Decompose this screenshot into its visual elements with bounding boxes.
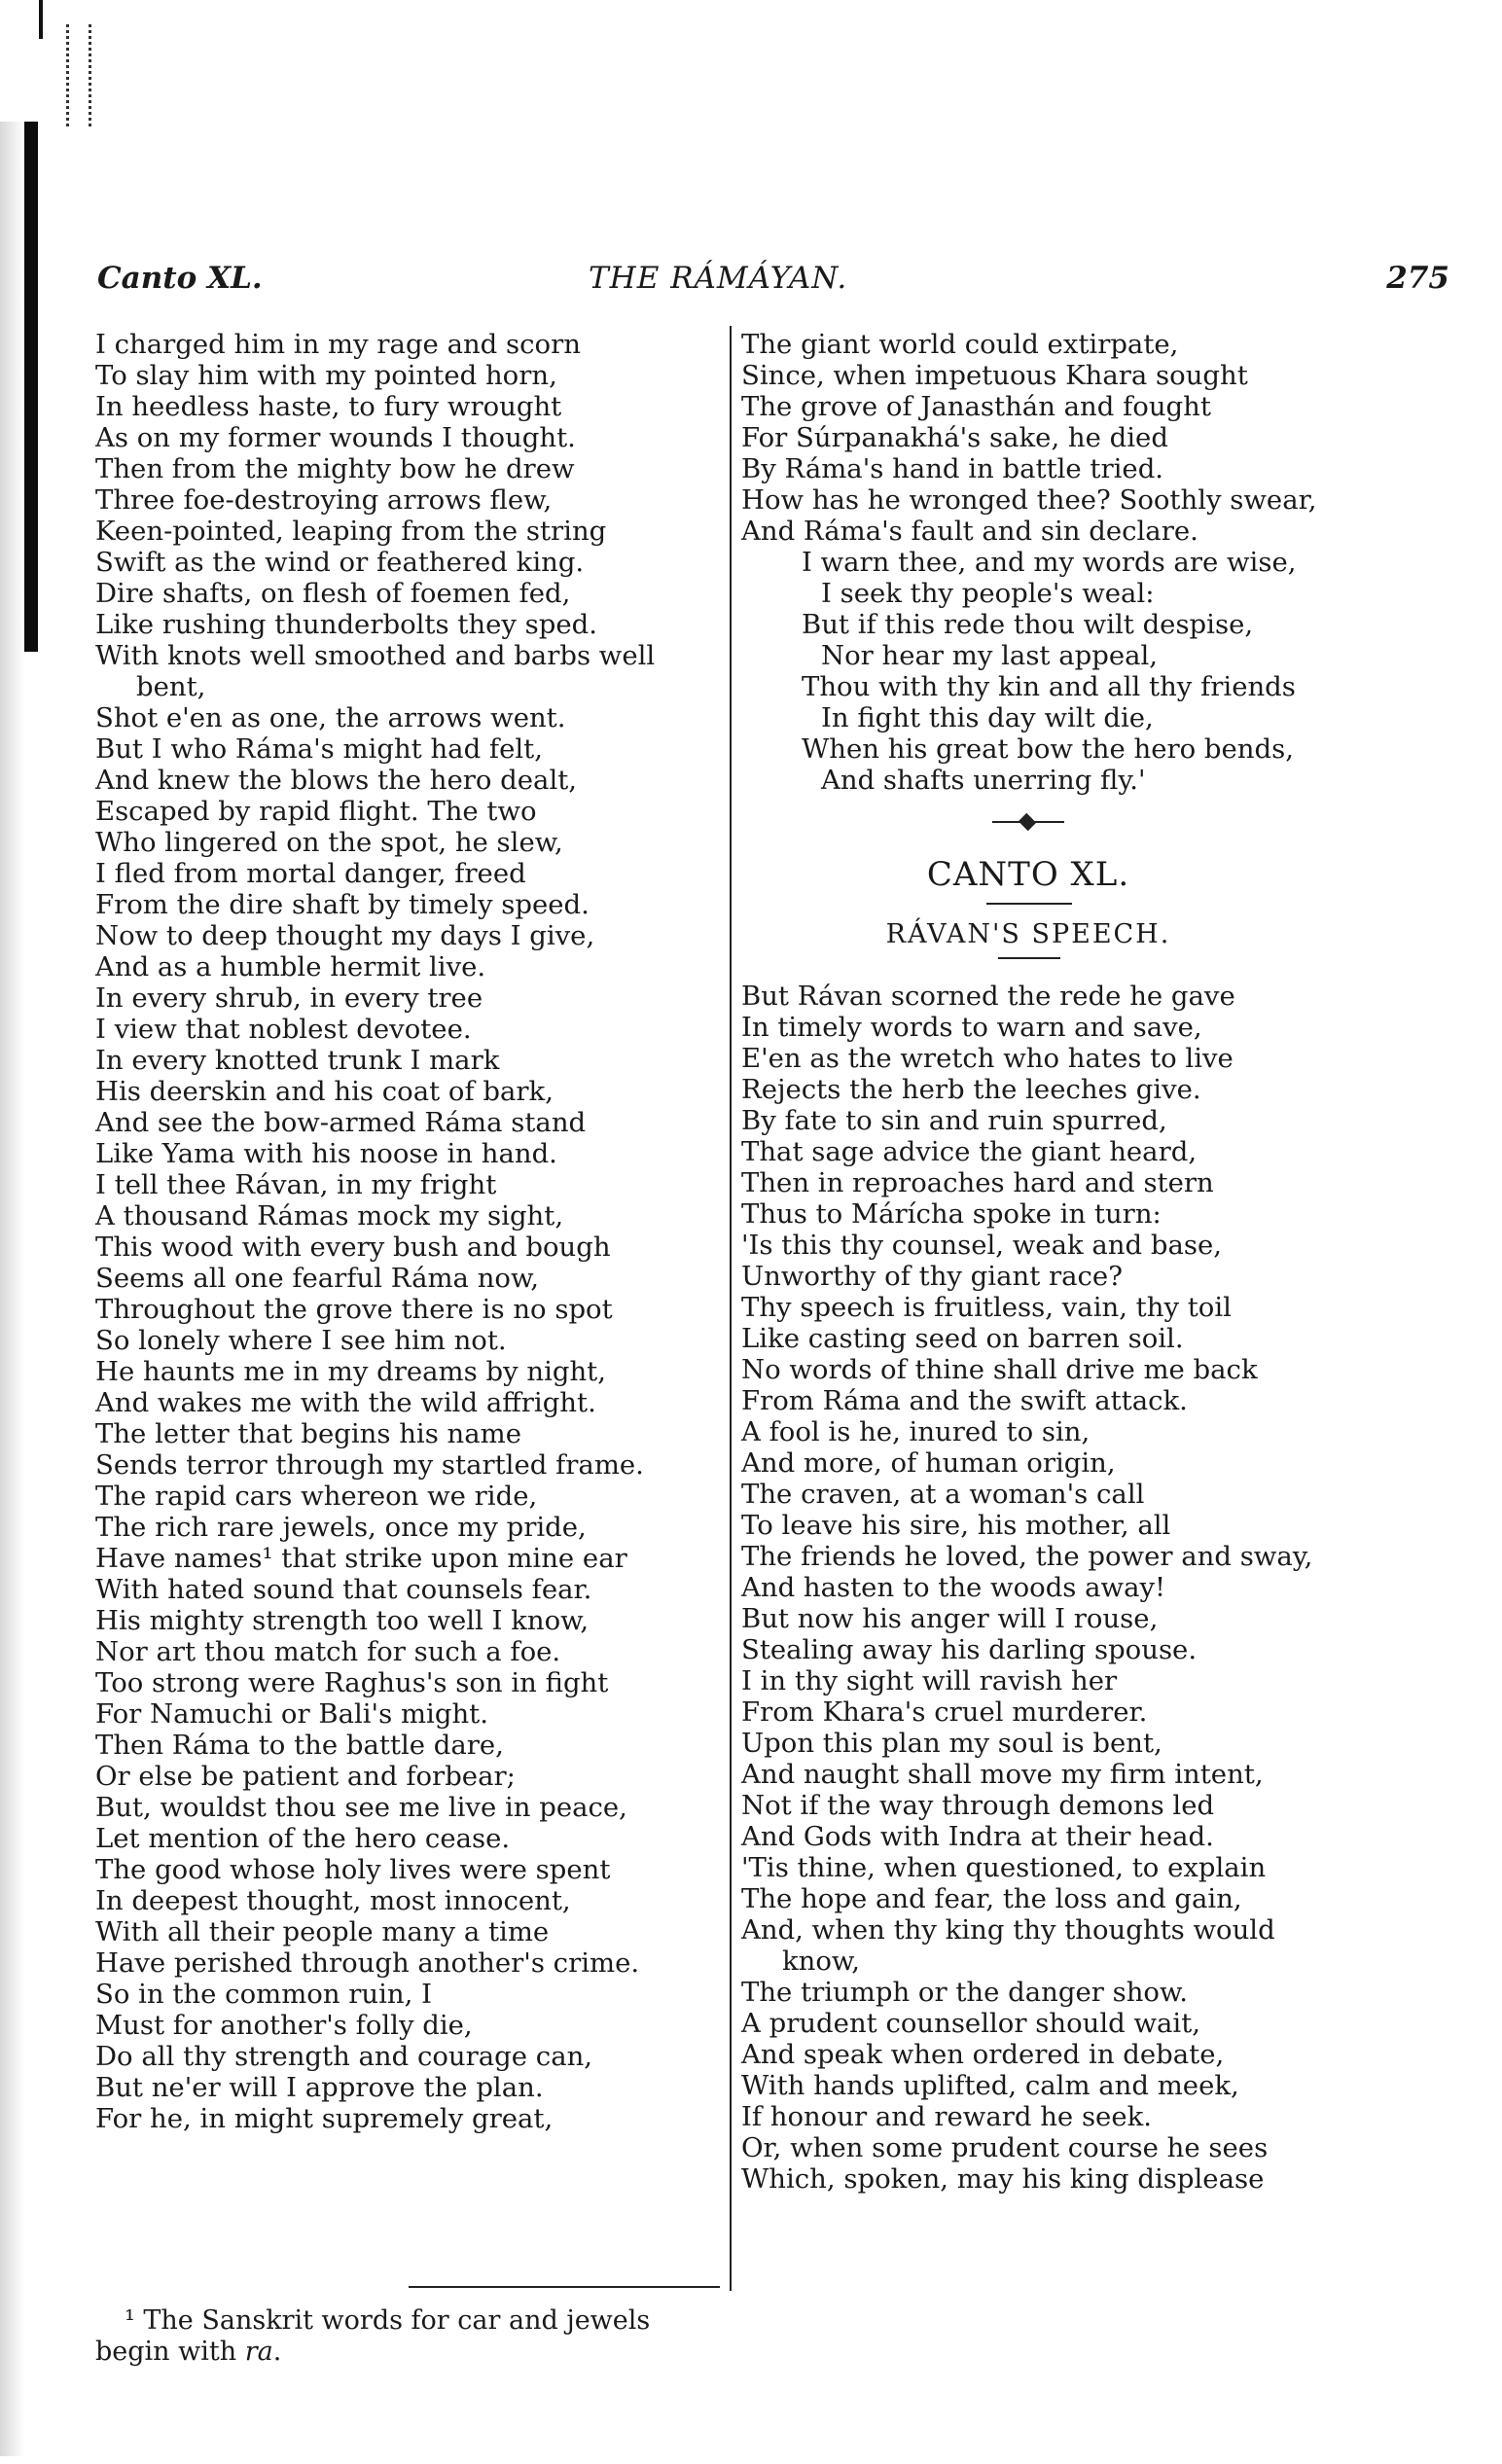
verse-line: No words of thine shall drive me back xyxy=(741,1354,1258,1385)
verse-line: His deerskin and his coat of bark, xyxy=(95,1076,554,1107)
column-divider xyxy=(730,326,732,2291)
verse-line: The triumph or the danger show. xyxy=(741,1977,1189,2008)
verse-line: But I who Ráma's might had felt, xyxy=(95,733,543,765)
verse-line: And Gods with Indra at their head. xyxy=(741,1821,1214,1852)
verse-line: I warn thee, and my words are wise, xyxy=(802,547,1297,578)
verse-line: Escaped by rapid flight. The two xyxy=(95,796,537,827)
verse-line: E'en as the wretch who hates to live xyxy=(741,1043,1234,1074)
verse-line: I in thy sight will ravish her xyxy=(741,1665,1118,1696)
verse-line: Since, when impetuous Khara sought xyxy=(741,360,1248,391)
verse-line: In deepest thought, most innocent, xyxy=(95,1885,571,1916)
verse-line: Or else be patient and forbear; xyxy=(95,1761,516,1792)
running-header xyxy=(97,261,1449,309)
verse-line: And wakes me with the wild affright. xyxy=(95,1387,596,1418)
footnote-line-1: ¹ The Sanskrit words for car and jewels xyxy=(125,2305,651,2336)
verse-line: Who lingered on the spot, he slew, xyxy=(95,827,563,858)
verse-line: And naught shall move my firm intent, xyxy=(741,1759,1264,1790)
verse-line: The friends he loved, the power and sway, xyxy=(741,1541,1313,1572)
footnote-line-2 xyxy=(95,2337,281,2367)
verse-line: I seek thy people's weal: xyxy=(821,578,1155,609)
verse-line: A fool is he, inured to sin, xyxy=(741,1416,1091,1447)
verse-line: Nor hear my last appeal, xyxy=(821,640,1159,671)
verse-line: And see the bow-armed Ráma stand xyxy=(95,1107,587,1138)
verse-line: From the dire shaft by timely speed. xyxy=(95,889,590,920)
header-title: THE RÁMÁYAN. xyxy=(589,261,848,296)
verse-line: But if this rede thou wilt despise, xyxy=(802,609,1254,640)
verse-line: Must for another's folly die, xyxy=(95,2010,473,2041)
verse-line: To slay him with my pointed horn, xyxy=(95,360,557,391)
section-ornament xyxy=(741,805,1383,844)
verse-line: From Khara's cruel murderer. xyxy=(741,1696,1148,1728)
verse-line: The rich rare jewels, once my pride, xyxy=(95,1512,587,1543)
verse-line: Thou with thy kin and all thy friends xyxy=(802,671,1296,702)
verse-line: Like rushing thunderbolts they sped. xyxy=(95,609,597,640)
verse-line: But now his anger will I rouse, xyxy=(741,1603,1159,1634)
verse-line: With knots well smoothed and barbs well xyxy=(95,640,656,671)
verse-line: In every knotted trunk I mark xyxy=(95,1045,500,1076)
verse-line: The letter that begins his name xyxy=(95,1418,522,1449)
verse-line: The grove of Janasthán and fought xyxy=(741,391,1211,422)
verse-line: Like casting seed on barren soil. xyxy=(741,1323,1184,1354)
left-column xyxy=(95,329,718,2134)
verse-line: Then in reproaches hard and stern xyxy=(741,1167,1214,1198)
verse-line: I fled from mortal danger, freed xyxy=(95,858,526,889)
verse-line: The hope and fear, the loss and gain, xyxy=(741,1883,1242,1914)
verse-line: know, xyxy=(782,1946,860,1977)
verse-line: A thousand Rámas mock my sight, xyxy=(95,1200,564,1232)
verse-line: In heedless haste, to fury wrought xyxy=(95,391,562,422)
verse-line: With all their people many a time xyxy=(95,1916,550,1947)
verse-line: I view that noblest devotee. xyxy=(95,1014,472,1045)
verse-line: And hasten to the woods away! xyxy=(741,1572,1166,1603)
right-column xyxy=(741,329,1383,2195)
verse-line: The rapid cars whereon we ride, xyxy=(95,1481,538,1512)
verse-line: From Ráma and the swift attack. xyxy=(741,1385,1188,1416)
verse-line: With hated sound that counsels fear. xyxy=(95,1574,592,1605)
verse-line: Then from the mighty bow he drew xyxy=(95,453,575,484)
verse-line: And, when thy king thy thoughts would xyxy=(741,1914,1275,1946)
verse-line: 'Tis thine, when questioned, to explain xyxy=(741,1852,1267,1883)
verse-line: For Súrpanakhá's sake, he died xyxy=(741,422,1168,453)
verse-line: Throughout the grove there is no spot xyxy=(95,1294,613,1325)
verse-line: bent, xyxy=(136,671,206,702)
verse-line: Not if the way through demons led xyxy=(741,1790,1215,1821)
verse-line: Stealing away his darling spouse. xyxy=(741,1634,1198,1665)
verse-line: And knew the blows the hero dealt, xyxy=(95,765,578,796)
verse-line: But, wouldst thou see me live in peace, xyxy=(95,1792,627,1823)
verse-line: The giant world could extirpate, xyxy=(741,329,1179,360)
verse-line: Have names¹ that strike upon mine ear xyxy=(95,1543,627,1574)
footnote-line-2-suffix: . xyxy=(272,2337,282,2367)
header-canto: Canto XL. xyxy=(97,261,263,296)
verse-line: With hands uplifted, calm and meek, xyxy=(741,2070,1239,2101)
verse-line: But ne'er will I approve the plan. xyxy=(95,2072,544,2103)
verse-line: For he, in might supremely great, xyxy=(95,2103,554,2134)
verse-line: I tell thee Rávan, in my fright xyxy=(95,1169,497,1200)
verse-line: In timely words to warn and save, xyxy=(741,1012,1202,1043)
verse-line: But Rávan scorned the rede he gave xyxy=(741,981,1235,1012)
verse-line: As on my former wounds I thought. xyxy=(95,422,576,453)
verse-line: If honour and reward he seek. xyxy=(741,2101,1153,2132)
verse-line: His mighty strength too well I know, xyxy=(95,1605,590,1636)
verse-line: How has he wronged thee? Soothly swear, xyxy=(741,484,1317,516)
subheading-rule xyxy=(998,957,1060,959)
canto-heading: CANTO XL. xyxy=(926,855,1130,894)
verse-line: Sends terror through my startled frame. xyxy=(95,1449,644,1481)
verse-line: Have perished through another's crime. xyxy=(95,1947,640,1979)
verse-line: And more, of human origin, xyxy=(741,1447,1116,1479)
verse-line: Shot e'en as one, the arrows went. xyxy=(95,702,566,733)
verse-line: So lonely where I see him not. xyxy=(95,1325,507,1356)
verse-line: Dire shafts, on flesh of foemen fed, xyxy=(95,578,571,609)
page-number: 275 xyxy=(1386,261,1449,296)
right-bottom-verses xyxy=(741,981,1383,2195)
verse-line: Too strong were Raghus's son in fight xyxy=(95,1667,609,1698)
verse-line: Then Ráma to the battle dare, xyxy=(95,1730,504,1761)
verse-line: Thus to Márícha spoke in turn: xyxy=(741,1198,1162,1230)
heading-rule xyxy=(986,903,1072,905)
verse-line: And Ráma's fault and sin declare. xyxy=(741,516,1198,547)
verse-line: He haunts me in my dreams by night, xyxy=(95,1356,606,1387)
binding-shadow xyxy=(0,122,24,2456)
verse-line: Thy speech is fruitless, vain, thy toil xyxy=(741,1292,1232,1323)
verse-line: Rejects the herb the leeches give. xyxy=(741,1074,1201,1105)
verse-line: In every shrub, in every tree xyxy=(95,982,483,1014)
verse-line: Unworthy of thy giant race? xyxy=(741,1261,1123,1292)
verse-line: Upon this plan my soul is bent, xyxy=(741,1728,1162,1759)
verse-line: Keen-pointed, leaping from the string xyxy=(95,516,607,547)
verse-line: Three foe-destroying arrows flew, xyxy=(95,484,553,516)
verse-line: Now to deep thought my days I give, xyxy=(95,920,595,951)
verse-line: By fate to sin and ruin spurred, xyxy=(741,1105,1167,1136)
verse-line: 'Is this thy counsel, weak and base, xyxy=(741,1230,1222,1261)
verse-line: Or, when some prudent course he sees xyxy=(741,2132,1269,2163)
verse-line: Swift as the wind or feathered king. xyxy=(95,547,585,578)
verse-line: The craven, at a woman's call xyxy=(741,1479,1145,1510)
verse-line: By Ráma's hand in battle tried. xyxy=(741,453,1164,484)
verse-line: In fight this day wilt die, xyxy=(821,702,1154,733)
verse-line: The good whose holy lives were spent xyxy=(95,1854,611,1885)
verse-line: Like Yama with his noose in hand. xyxy=(95,1138,557,1169)
verse-line: When his great bow the hero bends, xyxy=(802,733,1294,765)
footnote xyxy=(95,2305,718,2368)
footnote-rule xyxy=(409,2286,720,2288)
verse-line: That sage advice the giant heard, xyxy=(741,1136,1198,1167)
verse-line: Nor art thou match for such a foe. xyxy=(95,1636,561,1667)
verse-line: To leave his sire, his mother, all xyxy=(741,1510,1171,1541)
binding-bar xyxy=(24,122,38,652)
verse-line: A prudent counsellor should wait, xyxy=(741,2008,1200,2039)
edge-ornament xyxy=(66,24,91,126)
verse-line: And as a humble hermit live. xyxy=(95,951,486,982)
footnote-italic: ra xyxy=(244,2337,273,2367)
canto-subheading: RÁVAN'S SPEECH. xyxy=(885,919,1171,949)
verse-line: I charged him in my rage and scorn xyxy=(95,329,581,360)
verse-line: Seems all one fearful Ráma now, xyxy=(95,1263,539,1294)
footnote-line-2-prefix: begin with xyxy=(95,2337,245,2367)
edge-mark xyxy=(39,0,43,39)
verse-line: For Namuchi or Bali's might. xyxy=(95,1698,488,1730)
verse-line: Do all thy strength and courage can, xyxy=(95,2041,593,2072)
verse-line: So in the common ruin, I xyxy=(95,1979,432,2010)
verse-line: Which, spoken, may his king displease xyxy=(741,2163,1265,2195)
verse-line: And speak when ordered in debate, xyxy=(741,2039,1225,2070)
verse-line: This wood with every bush and bough xyxy=(95,1232,611,1263)
verse-line: Let mention of the hero cease. xyxy=(95,1823,511,1854)
right-top-verses xyxy=(741,329,1383,796)
verse-line: And shafts unerring fly.' xyxy=(821,765,1146,796)
